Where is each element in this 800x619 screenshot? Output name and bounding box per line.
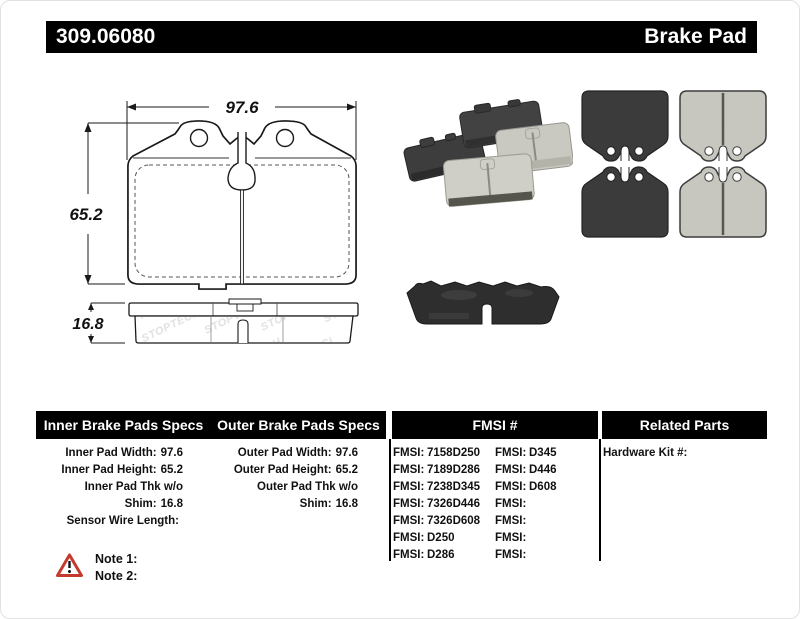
warning-triangle-icon: [56, 553, 83, 578]
related-part-row: [603, 445, 687, 462]
column-divider: [389, 439, 391, 561]
spec-row: [206, 462, 358, 479]
fmsi-label: FMSI:: [393, 498, 425, 510]
fmsi-row: [495, 445, 557, 462]
spec-row: [31, 445, 183, 462]
fmsi-row: [393, 513, 480, 530]
fmsi-left-column: [393, 445, 480, 564]
fmsi-value: D446: [529, 464, 557, 476]
pad-set-flat-photo: [578, 85, 770, 241]
fmsi-label: FMSI:: [393, 447, 425, 459]
fmsi-label: FMSI:: [495, 498, 527, 510]
title-bar: [46, 21, 757, 53]
spec-value: 16.8: [160, 498, 183, 510]
column-divider: [599, 439, 601, 561]
fmsi-label: FMSI:: [495, 464, 527, 476]
fmsi-header-bar: [392, 411, 598, 439]
spec-row: [206, 479, 358, 513]
fmsi-right-column: [495, 445, 557, 564]
light-pad-photo: [443, 153, 535, 206]
fmsi-row: [495, 547, 557, 564]
spec-row: [31, 462, 183, 479]
fmsi-row: [393, 445, 480, 462]
spec-row: [206, 445, 358, 462]
left-mounting-hole: [191, 130, 208, 147]
fmsi-row: [495, 479, 557, 496]
pad-side-profile-photo: [399, 277, 569, 335]
pad-specs-header-bar: [36, 411, 386, 439]
fmsi-label: FMSI:: [393, 532, 425, 544]
outer-specs-column: [206, 445, 358, 513]
fmsi-row: [393, 479, 480, 496]
note-label: Note 2:: [95, 569, 138, 583]
right-mounting-hole: [277, 130, 294, 147]
inner-specs-column: [31, 445, 183, 530]
light-pad-friction-photo: [680, 91, 766, 161]
spec-label: Inner Pad Height:: [61, 464, 157, 476]
pad-set-angled-photo: [393, 87, 573, 229]
fmsi-value: D286: [427, 549, 455, 561]
spec-row: [31, 479, 183, 513]
fmsi-label: FMSI:: [393, 481, 425, 493]
fmsi-value: 7158D250: [427, 447, 481, 459]
width-dim-label: 97.6: [225, 98, 259, 117]
dark-pad-back-photo: [582, 91, 668, 161]
fmsi-value: D345: [529, 447, 557, 459]
fmsi-row: [393, 462, 480, 479]
notes-block: [95, 551, 137, 585]
fmsi-header: FMSI #: [472, 417, 518, 433]
fmsi-value: 7189D286: [427, 464, 481, 476]
part-number: 309.06080: [56, 25, 156, 48]
related-parts-header: Related Parts: [639, 417, 730, 433]
outer-specs-header: Outer Brake Pads Specs: [217, 417, 380, 433]
fmsi-label: FMSI:: [495, 515, 527, 527]
spec-row: [31, 513, 183, 530]
brake-pad-front-drawing: [59, 86, 381, 308]
note-row: [95, 551, 137, 568]
spec-label: Inner Pad Width:: [65, 447, 157, 459]
height-dim-label: 65.2: [69, 205, 103, 224]
fmsi-row: [495, 462, 557, 479]
fmsi-row: [393, 547, 480, 564]
spec-value: 65.2: [160, 464, 183, 476]
fmsi-row: [393, 496, 480, 513]
center-slot: [241, 190, 244, 284]
friction-slot: [238, 320, 248, 343]
fmsi-row: [495, 496, 557, 513]
spec-label: Sensor Wire Length:: [66, 515, 179, 527]
fmsi-row: [393, 530, 480, 547]
fmsi-label: FMSI:: [393, 515, 425, 527]
fmsi-label: FMSI:: [393, 549, 425, 561]
spec-value: 97.6: [160, 447, 183, 459]
fmsi-value: 7238D345: [427, 481, 481, 493]
related-part-label: Hardware Kit #:: [603, 447, 688, 459]
fmsi-label: FMSI:: [495, 549, 527, 561]
plate-center-tab: [229, 299, 261, 304]
product-type-title: Brake Pad: [644, 25, 747, 48]
related-parts-column: [603, 445, 687, 462]
brake-pad-side-drawing: [61, 296, 381, 358]
fmsi-value: D608: [529, 481, 557, 493]
fmsi-label: FMSI:: [495, 532, 527, 544]
light-pad-friction-photo: [680, 167, 766, 237]
spec-label: Outer Pad Height:: [233, 464, 332, 476]
fmsi-label: FMSI:: [393, 464, 425, 476]
fmsi-value: 7326D608: [427, 515, 481, 527]
related-parts-header-bar: [602, 411, 767, 439]
fmsi-value: D250: [427, 532, 455, 544]
spec-label: Outer Pad Thk w/o Shim:: [257, 481, 358, 510]
note-row: [95, 568, 137, 585]
fmsi-value: 7326D446: [427, 498, 481, 510]
inner-specs-header: Inner Brake Pads Specs: [43, 417, 204, 433]
spec-value: 97.6: [335, 447, 358, 459]
fmsi-label: FMSI:: [495, 447, 527, 459]
spec-value: 16.8: [335, 498, 358, 510]
fmsi-row: [495, 530, 557, 547]
spec-label: Outer Pad Width:: [237, 447, 332, 459]
backing-plate-profile: [129, 303, 358, 316]
fmsi-label: FMSI:: [495, 481, 527, 493]
spec-label: Inner Pad Thk w/o Shim:: [84, 481, 183, 510]
dark-pad-back-photo: [582, 167, 668, 237]
spec-value: 65.2: [335, 464, 358, 476]
thickness-dim-label: 16.8: [72, 316, 104, 333]
fmsi-row: [495, 513, 557, 530]
note-label: Note 1:: [95, 552, 138, 566]
